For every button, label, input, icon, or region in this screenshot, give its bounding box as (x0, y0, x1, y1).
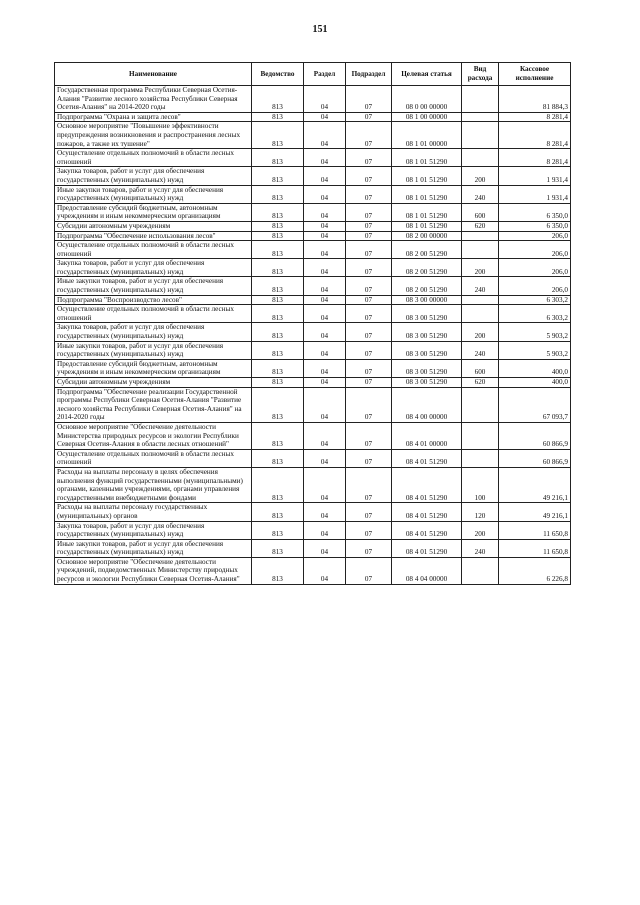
row-amount: 49 216,1 (499, 503, 571, 521)
row-vid: 620 (462, 221, 499, 231)
row-vid (462, 387, 499, 422)
row-razdel: 04 (304, 467, 346, 502)
row-podrazdel: 07 (346, 86, 392, 113)
table-row (55, 122, 571, 149)
row-name: Государственная программа Республики Северная Осетия-Алания "Развитие лесного хозяйства Республики Северная Осетия-Алания" на 2014-2020 годы (55, 86, 252, 113)
row-name: Закупка товаров, работ и услуг для обеспечения государственных (муниципальных) нужд (55, 259, 252, 277)
row-statya: 08 4 01 00000 (392, 422, 462, 449)
row-name: Субсидии автономным учреждениям (55, 221, 252, 231)
row-statya: 08 3 00 51290 (392, 341, 462, 359)
row-vid: 100 (462, 467, 499, 502)
row-amount: 6 303,2 (499, 305, 571, 323)
row-amount: 11 650,8 (499, 539, 571, 557)
row-vid (462, 231, 499, 241)
row-podrazdel: 07 (346, 231, 392, 241)
row-vedomstvo: 813 (252, 185, 304, 203)
row-name: Подпрограмма "Обеспечение использования лесов" (55, 231, 252, 241)
row-podrazdel: 07 (346, 122, 392, 149)
row-vid: 240 (462, 341, 499, 359)
row-name: Закупка товаров, работ и услуг для обеспечения государственных (муниципальных) нужд (55, 323, 252, 341)
row-name: Предоставление субсидий бюджетным, автономным учреждениям и иным некоммерческим организациям (55, 203, 252, 221)
row-vedomstvo: 813 (252, 305, 304, 323)
row-vedomstvo: 813 (252, 387, 304, 422)
row-vedomstvo: 813 (252, 259, 304, 277)
row-razdel: 04 (304, 449, 346, 467)
row-vid (462, 305, 499, 323)
row-vedomstvo: 813 (252, 221, 304, 231)
row-vedomstvo: 813 (252, 539, 304, 557)
row-name: Подпрограмма "Воспроизводство лесов" (55, 295, 252, 305)
row-vid: 240 (462, 185, 499, 203)
row-razdel: 04 (304, 557, 346, 584)
row-vedomstvo: 813 (252, 557, 304, 584)
table-row (55, 359, 571, 377)
row-amount: 5 903,2 (499, 341, 571, 359)
row-amount: 60 866,9 (499, 449, 571, 467)
table-row (55, 112, 571, 122)
row-vedomstvo: 813 (252, 149, 304, 167)
row-podrazdel: 07 (346, 295, 392, 305)
row-vid (462, 86, 499, 113)
row-vid: 620 (462, 378, 499, 388)
table-row (55, 86, 571, 113)
table-row (55, 167, 571, 185)
row-podrazdel: 07 (346, 259, 392, 277)
row-name: Предоставление субсидий бюджетным, автономным учреждениям и иным некоммерческим организациям (55, 359, 252, 377)
row-vid (462, 449, 499, 467)
row-amount: 400,0 (499, 378, 571, 388)
row-razdel: 04 (304, 305, 346, 323)
row-razdel: 04 (304, 539, 346, 557)
table-row (55, 467, 571, 502)
row-vedomstvo: 813 (252, 203, 304, 221)
header-vid: Вид расхода (462, 63, 499, 86)
row-amount: 6 350,0 (499, 221, 571, 231)
row-statya: 08 4 04 00000 (392, 557, 462, 584)
row-vedomstvo: 813 (252, 241, 304, 259)
table-row (55, 422, 571, 449)
row-vid: 200 (462, 521, 499, 539)
row-vid (462, 422, 499, 449)
table-row (55, 387, 571, 422)
row-name: Иные закупки товаров, работ и услуг для обеспечения государственных (муниципальных) нужд (55, 539, 252, 557)
table-body (55, 86, 571, 585)
row-amount: 60 866,9 (499, 422, 571, 449)
row-razdel: 04 (304, 503, 346, 521)
row-vid: 200 (462, 259, 499, 277)
row-razdel: 04 (304, 221, 346, 231)
row-name: Основное мероприятие "Обеспечение деятельности Министерства природных ресурсов и экологии Республики Северная Осетия-Алания в области лесных отношений" (55, 422, 252, 449)
row-podrazdel: 07 (346, 378, 392, 388)
row-amount: 11 650,8 (499, 521, 571, 539)
row-name: Закупка товаров, работ и услуг для обеспечения государственных (муниципальных) нужд (55, 167, 252, 185)
row-statya: 08 1 01 51290 (392, 221, 462, 231)
row-podrazdel: 07 (346, 359, 392, 377)
table-row (55, 539, 571, 557)
row-amount: 206,0 (499, 241, 571, 259)
row-amount: 206,0 (499, 277, 571, 295)
header-razdel: Раздел (304, 63, 346, 86)
row-razdel: 04 (304, 378, 346, 388)
row-statya: 08 4 01 51290 (392, 503, 462, 521)
row-vedomstvo: 813 (252, 521, 304, 539)
row-razdel: 04 (304, 295, 346, 305)
row-statya: 08 3 00 51290 (392, 323, 462, 341)
row-podrazdel: 07 (346, 521, 392, 539)
row-statya: 08 1 01 51290 (392, 149, 462, 167)
row-name: Иные закупки товаров, работ и услуг для обеспечения государственных (муниципальных) нужд (55, 341, 252, 359)
row-amount: 6 226,8 (499, 557, 571, 584)
row-vedomstvo: 813 (252, 86, 304, 113)
row-vid: 200 (462, 167, 499, 185)
row-podrazdel: 07 (346, 557, 392, 584)
row-statya: 08 1 01 00000 (392, 122, 462, 149)
row-podrazdel: 07 (346, 467, 392, 502)
row-razdel: 04 (304, 231, 346, 241)
row-amount: 206,0 (499, 231, 571, 241)
row-razdel: 04 (304, 241, 346, 259)
row-amount: 1 931,4 (499, 167, 571, 185)
row-statya: 08 2 00 51290 (392, 241, 462, 259)
row-podrazdel: 07 (346, 241, 392, 259)
row-statya: 08 4 00 00000 (392, 387, 462, 422)
row-amount: 400,0 (499, 359, 571, 377)
row-amount: 8 281,4 (499, 149, 571, 167)
table-row (55, 241, 571, 259)
row-vid: 600 (462, 359, 499, 377)
table-row (55, 277, 571, 295)
row-name: Субсидии автономным учреждениям (55, 378, 252, 388)
row-vedomstvo: 813 (252, 167, 304, 185)
row-podrazdel: 07 (346, 449, 392, 467)
table-row (55, 449, 571, 467)
row-name: Расходы на выплаты персоналу государственных (муниципальных) органов (55, 503, 252, 521)
row-razdel: 04 (304, 521, 346, 539)
row-amount: 8 281,4 (499, 122, 571, 149)
row-vedomstvo: 813 (252, 467, 304, 502)
row-statya: 08 2 00 00000 (392, 231, 462, 241)
row-amount: 49 216,1 (499, 467, 571, 502)
row-razdel: 04 (304, 277, 346, 295)
row-podrazdel: 07 (346, 341, 392, 359)
row-razdel: 04 (304, 112, 346, 122)
row-vedomstvo: 813 (252, 378, 304, 388)
row-amount: 6 303,2 (499, 295, 571, 305)
row-amount: 206,0 (499, 259, 571, 277)
table-row (55, 503, 571, 521)
row-name: Иные закупки товаров, работ и услуг для обеспечения государственных (муниципальных) нужд (55, 185, 252, 203)
header-name: Наименование (55, 63, 252, 86)
row-podrazdel: 07 (346, 112, 392, 122)
row-razdel: 04 (304, 359, 346, 377)
row-amount: 81 884,3 (499, 86, 571, 113)
row-statya: 08 0 00 00000 (392, 86, 462, 113)
row-name: Подпрограмма "Охрана и защита лесов" (55, 112, 252, 122)
row-statya: 08 2 00 51290 (392, 277, 462, 295)
row-razdel: 04 (304, 203, 346, 221)
row-podrazdel: 07 (346, 149, 392, 167)
row-name: Осуществление отдельных полномочий в области лесных отношений (55, 149, 252, 167)
row-amount: 6 350,0 (499, 203, 571, 221)
table-row (55, 295, 571, 305)
table-row (55, 521, 571, 539)
row-podrazdel: 07 (346, 539, 392, 557)
header-podrazdel: Подраздел (346, 63, 392, 86)
row-amount: 8 281,4 (499, 112, 571, 122)
row-vedomstvo: 813 (252, 449, 304, 467)
table-row (55, 231, 571, 241)
table-row (55, 203, 571, 221)
row-amount: 1 931,4 (499, 185, 571, 203)
row-name: Закупка товаров, работ и услуг для обеспечения государственных (муниципальных) нужд (55, 521, 252, 539)
table-header-row (55, 63, 571, 86)
row-razdel: 04 (304, 422, 346, 449)
row-vedomstvo: 813 (252, 422, 304, 449)
row-vedomstvo: 813 (252, 341, 304, 359)
header-vedomstvo: Ведомство (252, 63, 304, 86)
table-row (55, 305, 571, 323)
row-vid (462, 149, 499, 167)
row-razdel: 04 (304, 259, 346, 277)
table-row (55, 557, 571, 584)
row-vedomstvo: 813 (252, 295, 304, 305)
row-podrazdel: 07 (346, 503, 392, 521)
row-vid: 120 (462, 503, 499, 521)
page-number: 151 (312, 24, 328, 35)
row-statya: 08 4 01 51290 (392, 449, 462, 467)
row-name: Осуществление отдельных полномочий в области лесных отношений (55, 241, 252, 259)
row-name: Расходы на выплаты персоналу в целях обеспечения выполнения функций государственными (муниципальными) органами, казенными учреждениями, органами управления государственными внебюджетными фондами (55, 467, 252, 502)
row-statya: 08 4 01 51290 (392, 521, 462, 539)
row-vid: 240 (462, 277, 499, 295)
row-razdel: 04 (304, 185, 346, 203)
table-row (55, 221, 571, 231)
row-statya: 08 3 00 51290 (392, 359, 462, 377)
row-podrazdel: 07 (346, 387, 392, 422)
row-vedomstvo: 813 (252, 503, 304, 521)
table-row (55, 185, 571, 203)
budget-table (54, 62, 571, 585)
row-statya: 08 3 00 51290 (392, 305, 462, 323)
row-razdel: 04 (304, 323, 346, 341)
row-statya: 08 4 01 51290 (392, 467, 462, 502)
row-statya: 08 1 01 51290 (392, 203, 462, 221)
row-name: Подпрограмма "Обеспечение реализации Государственной программы Республики Северная Осетия-Алания "Развитие лесного хозяйства Республики Северная Осетия-Алания" на 2014-2020 годы (55, 387, 252, 422)
table-row (55, 259, 571, 277)
row-name: Основное мероприятие "Обеспечение деятельности учреждений, подведомственных Министерству природных ресурсов и экологии Республики Северная Осетия-Алания" (55, 557, 252, 584)
row-name: Основное мероприятие "Повышение эффективности предупреждения возникновения и распространения лесных пожаров, а также их тушение" (55, 122, 252, 149)
row-vedomstvo: 813 (252, 277, 304, 295)
row-statya: 08 3 00 51290 (392, 378, 462, 388)
row-podrazdel: 07 (346, 323, 392, 341)
row-vid: 240 (462, 539, 499, 557)
table-row (55, 149, 571, 167)
row-vedomstvo: 813 (252, 231, 304, 241)
row-amount: 5 903,2 (499, 323, 571, 341)
row-podrazdel: 07 (346, 203, 392, 221)
row-razdel: 04 (304, 149, 346, 167)
row-vedomstvo: 813 (252, 359, 304, 377)
row-podrazdel: 07 (346, 305, 392, 323)
header-statya: Целевая статья (392, 63, 462, 86)
row-name: Осуществление отдельных полномочий в области лесных отношений (55, 449, 252, 467)
row-statya: 08 2 00 51290 (392, 259, 462, 277)
row-vid: 600 (462, 203, 499, 221)
row-podrazdel: 07 (346, 422, 392, 449)
row-vid (462, 241, 499, 259)
row-razdel: 04 (304, 122, 346, 149)
row-razdel: 04 (304, 387, 346, 422)
row-amount: 67 093,7 (499, 387, 571, 422)
row-razdel: 04 (304, 86, 346, 113)
row-statya: 08 1 00 00000 (392, 112, 462, 122)
row-name: Иные закупки товаров, работ и услуг для обеспечения государственных (муниципальных) нужд (55, 277, 252, 295)
row-vid (462, 112, 499, 122)
row-statya: 08 4 01 51290 (392, 539, 462, 557)
row-statya: 08 1 01 51290 (392, 167, 462, 185)
row-podrazdel: 07 (346, 185, 392, 203)
row-name: Осуществление отдельных полномочий в области лесных отношений (55, 305, 252, 323)
row-vid: 200 (462, 323, 499, 341)
row-vedomstvo: 813 (252, 112, 304, 122)
table-row (55, 378, 571, 388)
row-vedomstvo: 813 (252, 323, 304, 341)
row-podrazdel: 07 (346, 277, 392, 295)
header-amount: Кассовое исполнение (499, 63, 571, 86)
row-statya: 08 1 01 51290 (392, 185, 462, 203)
row-statya: 08 3 00 00000 (392, 295, 462, 305)
row-podrazdel: 07 (346, 221, 392, 231)
row-razdel: 04 (304, 341, 346, 359)
row-vid (462, 295, 499, 305)
row-vedomstvo: 813 (252, 122, 304, 149)
row-podrazdel: 07 (346, 167, 392, 185)
table-row (55, 323, 571, 341)
row-vid (462, 557, 499, 584)
row-razdel: 04 (304, 167, 346, 185)
row-vid (462, 122, 499, 149)
table-row (55, 341, 571, 359)
